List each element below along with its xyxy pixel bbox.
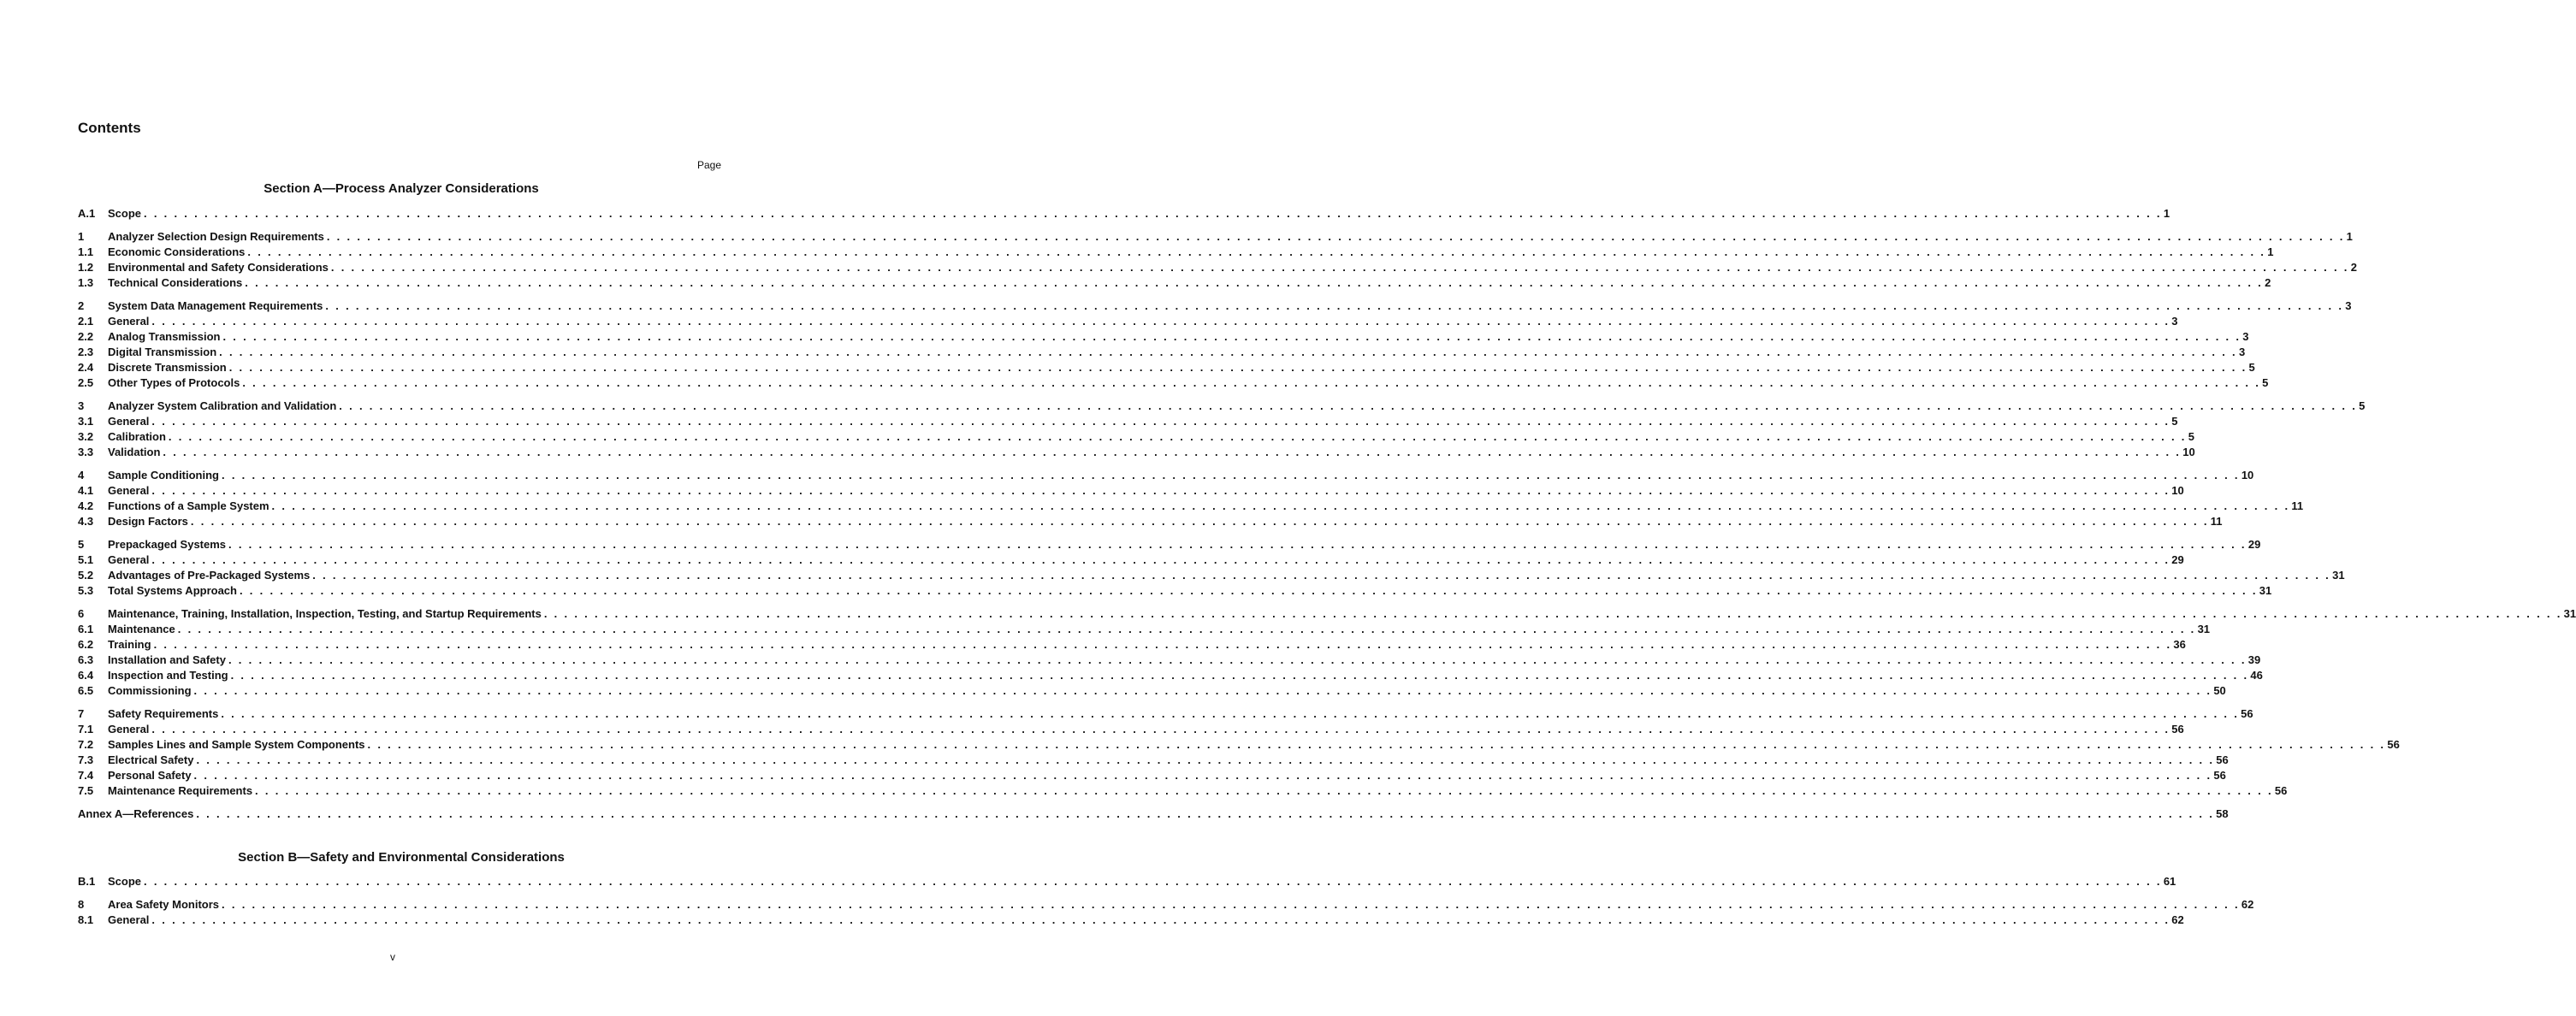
toc-leader-dots: . . . . . . . . . . . . . . . . . . . . . . . . . . . . . . . . . . . . . . . . . . . . . . . . . . . . . . . . . . . . . . . . . . . . . . . . . . . . . . . . . . . . . . . . . . . . . . . . . . . . . . . . . . . . . . . . . . . . . . . . . . . . . . . . . . . . . . . . . . . . . . . . . . . . . . . . . . . . . . . . . . . . . . . . . . . . . . . . . . . . . . . . . . . . . . . . . . . . . . . . (245, 276, 2264, 289)
toc-entry-number: A.1 (78, 207, 96, 220)
toc-entry-page: 3 (2238, 346, 2246, 358)
toc-entry-page: 10 (2182, 446, 2195, 458)
toc-entry-number: 2.2 (78, 330, 94, 343)
toc-entry[interactable] (78, 737, 2400, 753)
toc-entry[interactable] (78, 206, 2170, 222)
toc-entry-page: 31 (2259, 584, 2272, 597)
toc-entry[interactable] (78, 445, 2195, 460)
toc-entry-number: 6 (78, 607, 85, 620)
toc-entry[interactable] (78, 537, 2261, 552)
toc-leader-dots: . . . . . . . . . . . . . . . . . . . . . . . . . . . . . . . . . . . . . . . . . . . . . . . . . . . . . . . . . . . . . . . . . . . . . . . . . . . . . . . . . . . . . . . . . . . . . . . . . . . . . . . . . . . . . . . . . . . . . . . . . . . . . . . . . . . . . . . . . . . . . . . . . . . . . . . . . . . . . . . . . . . . . . . . . . . . . . . . . . . . . . . . . . . . . . . . . . . . . . . . (239, 584, 2258, 597)
toc-entry-title: System Data Management Requirements (108, 299, 323, 312)
toc-leader-dots: . . . . . . . . . . . . . . . . . . . . . . . . . . . . . . . . . . . . . . . . . . . . . . . . . . . . . . . . . . . . . . . . . . . . . . . . . . . . . . . . . . . . . . . . . . . . . . . . . . . . . . . . . . . . . . . . . . . . . . . . . . . . . . . . . . . . . . . . . . . . . . . . . . . . . . . . . . . . . . . . . . . . . . . . . . . . . . . . . . . . . . . . . . . . . . . . . . . . . . . . (163, 446, 2182, 458)
toc-entry-title: General (108, 553, 150, 566)
toc-entry-title: General (108, 484, 150, 497)
toc-leader-dots: . . . . . . . . . . . . . . . . . . . . . . . . . . . . . . . . . . . . . . . . . . . . . . . . . . . . . . . . . . . . . . . . . . . . . . . . . . . . . . . . . . . . . . . . . . . . . . . . . . . . . . . . . . . . . . . . . . . . . . . . . . . . . . . . . . . . . . . . . . . . . . . . . . . . . . . . . . . . . . . . . . . . . . . . . . . . . . . . . . . . . . . . . . . . . . . . . . . . . . . . (228, 653, 2247, 666)
toc-leader-dots: . . . . . . . . . . . . . . . . . . . . . . . . . . . . . . . . . . . . . . . . . . . . . . . . . . . . . . . . . . . . . . . . . . . . . . . . . . . . . . . . . . . . . . . . . . . . . . . . . . . . . . . . . . . . . . . . . . . . . . . . . . . . . . . . . . . . . . . . . . . . . . . . . . . . . . . . . . . . . . . . . . . . . . . . . . . . . . . . . . . . . . . . . . . . . . . . . . . . . . . . (222, 469, 2240, 481)
toc-entry[interactable] (78, 683, 2226, 699)
toc-entry[interactable] (78, 360, 2255, 375)
toc-entry-number: 5.3 (78, 584, 94, 597)
section-b-toc (78, 874, 2254, 928)
toc-entry[interactable] (78, 414, 2178, 429)
toc-entry[interactable] (78, 514, 2223, 529)
toc-entry-number: 6.5 (78, 684, 94, 697)
toc-entry[interactable] (78, 468, 2254, 483)
toc-entry-number: 1.1 (78, 245, 94, 258)
toc-entry[interactable] (78, 229, 2353, 245)
toc-entry-title: Installation and Safety (108, 653, 226, 666)
toc-entry-page: 1 (2163, 207, 2170, 220)
toc-leader-dots: . . . . . . . . . . . . . . . . . . . . . . . . . . . . . . . . . . . . . . . . . . . . . . . . . . . . . . . . . . . . . . . . . . . . . . . . . . . . . . . . . . . . . . . . . . . . . . . . . . . . . . . . . . . . . . . . . . . . . . . . . . . . . . . . . . . . . . . . . . . . . . . . . . . . . . . . . . . . . . . . . . . . . . . . . . . . . . . . . . . . . . . . . . . . . . . . . . . . . . . . (330, 261, 2349, 274)
toc-entry-page: 31 (2197, 623, 2211, 635)
toc-entry-page: 62 (2241, 898, 2254, 911)
toc-entry-page: 56 (2387, 738, 2400, 751)
section-a-toc (78, 206, 2576, 822)
toc-entry-title: Functions of a Sample System (108, 499, 269, 512)
toc-entry-number: 1.3 (78, 276, 94, 289)
toc-leader-dots: . . . . . . . . . . . . . . . . . . . . . . . . . . . . . . . . . . . . . . . . . . . . . . . . . . . . . . . . . . . . . . . . . . . . . . . . . . . . . . . . . . . . . . . . . . . . . . . . . . . . . . . . . . . . . . . . . . . . . . . . . . . . . . . . . . . . . . . . . . . . . . . . . . . . . . . . . . . . . . . . . . . . . . . . . . . . . . . . . . . . . . . . . . . . . . . . . . . . . . . . (151, 553, 2170, 566)
toc-entry[interactable] (78, 668, 2263, 683)
toc-entry-number: 6.3 (78, 653, 94, 666)
toc-entry-page: 56 (2274, 784, 2288, 797)
toc-entry[interactable] (78, 329, 2249, 345)
toc-entry-page: 5 (2248, 361, 2255, 374)
toc-entry-title: General (108, 415, 150, 428)
toc-entry-title: Total Systems Approach (108, 584, 237, 597)
toc-entry-number: 2.5 (78, 376, 94, 389)
toc-entry-title: Inspection and Testing (108, 669, 228, 682)
toc-entry[interactable] (78, 722, 2184, 737)
toc-entry-title: Analyzer Selection Design Requirements (108, 230, 324, 243)
toc-entry-title: Scope (108, 875, 142, 888)
toc-entry-title: Calibration (108, 430, 166, 443)
toc-entry-title: Environmental and Safety Considerations (108, 261, 329, 274)
toc-entry[interactable] (78, 298, 2352, 314)
toc-entry-page: 36 (2173, 638, 2186, 651)
toc-entry-number: 2.3 (78, 346, 94, 358)
toc-leader-dots: . . . . . . . . . . . . . . . . . . . . . . . . . . . . . . . . . . . . . . . . . . . . . . . . . . . . . . . . . . . . . . . . . . . . . . . . . . . . . . . . . . . . . . . . . . . . . . . . . . . . . . . . . . . . . . . . . . . . . . . . . . . . . . . . . . . . . . . . . . . . . . . . . . . . . . . . . . . . . . . . . . . . . . . . . . . . . . . . . . . . . . . . . . . . . . . . . . . . . . . . (177, 623, 2196, 635)
toc-leader-dots: . . . . . . . . . . . . . . . . . . . . . . . . . . . . . . . . . . . . . . . . . . . . . . . . . . . . . . . . . . . . . . . . . . . . . . . . . . . . . . . . . . . . . . . . . . . . . . . . . . . . . . . . . . . . . . . . . . . . . . . . . . . . . . . . . . . . . . . . . . . . . . . . . . . . . . . . . . . . . . . . . . . . . . . . . . . . . . . . . . . . . . . . . . . . . . . . . . . . . . . . (196, 807, 2215, 820)
toc-entry-number: 1.2 (78, 261, 94, 274)
toc-entry-title: Maintenance Requirements (108, 784, 253, 797)
toc-entry-number: 7.5 (78, 784, 94, 797)
toc-entry[interactable] (78, 314, 2178, 329)
toc-entry-title: Other Types of Protocols (108, 376, 240, 389)
toc-entry[interactable] (78, 706, 2253, 722)
toc-leader-dots: . . . . . . . . . . . . . . . . . . . . . . . . . . . . . . . . . . . . . . . . . . . . . . . . . . . . . . . . . . . . . . . . . . . . . . . . . . . . . . . . . . . . . . . . . . . . . . . . . . . . . . . . . . . . . . . . . . . . . . . . . . . . . . . . . . . . . . . . . . . . . . . . . . . . . . . . . . . . . . . . . . . . . . . . . . . . . . . . . . . . . . . . . . . . . . . . . . . . . . . . (153, 638, 2172, 651)
toc-group (78, 298, 2352, 391)
toc-entry-page: 11 (2291, 499, 2304, 512)
toc-group (78, 206, 2170, 222)
toc-leader-dots: . . . . . . . . . . . . . . . . . . . . . . . . . . . . . . . . . . . . . . . . . . . . . . . . . . . . . . . . . . . . . . . . . . . . . . . . . . . . . . . . . . . . . . . . . . . . . . . . . . . . . . . . . . . . . . . . . . . . . . . . . . . . . . . . . . . . . . . . . . . . . . . . . . . . . . . . . . . . . . . . . . . . . . . . . . . . . . . . . . . . . . . . . . . . . . . . . . . . . . . . (228, 361, 2247, 374)
toc-leader-dots: . . . . . . . . . . . . . . . . . . . . . . . . . . . . . . . . . . . . . . . . . . . . . . . . . . . . . . . . . . . . . . . . . . . . . . . . . . . . . . . . . . . . . . . . . . . . . . . . . . . . . . . . . . . . . . . . . . . . . . . . . . . . . . . . . . . . . . . . . . . . . . . . . . . . . . . . . . . . . . . . . . . . . . . . . . . . . . . . . . . . . . . . . . . . . . . . . . . . . . . . (190, 515, 2209, 528)
toc-entry-number: 3.1 (78, 415, 94, 428)
toc-leader-dots: . . . . . . . . . . . . . . . . . . . . . . . . . . . . . . . . . . . . . . . . . . . . . . . . . . . . . . . . . . . . . . . . . . . . . . . . . . . . . . . . . . . . . . . . . . . . . . . . . . . . . . . . . . . . . . . . . . . . . . . . . . . . . . . . . . . . . . . . . . . . . . . . . . . . . . . . . . . . . . . . . . . . . . . . . . . . . . . . . . . . . . . . . . . . . . . . . . . . . . . . (339, 399, 2358, 412)
toc-entry-title: Validation (108, 446, 161, 458)
toc-entry[interactable] (78, 753, 2229, 768)
toc-entry-number: 7 (78, 707, 85, 720)
toc-entry[interactable] (78, 637, 2186, 653)
toc-entry-number: 1 (78, 230, 85, 243)
toc-entry[interactable] (78, 653, 2261, 668)
toc-entry[interactable] (78, 874, 2176, 889)
toc-entry-title: Samples Lines and Sample System Components (108, 738, 365, 751)
toc-entry-page: 50 (2213, 684, 2226, 697)
toc-entry-number: 6.2 (78, 638, 94, 651)
toc-entry-page: 5 (2188, 430, 2194, 443)
toc-entry-title: Electrical Safety (108, 753, 194, 766)
toc-entry[interactable] (78, 375, 2269, 391)
toc-entry-number: 2.4 (78, 361, 94, 374)
toc-entry[interactable] (78, 913, 2184, 928)
toc-entry-title: Technical Considerations (108, 276, 243, 289)
section-a-title: Section A—Process Analyzer Considerations (264, 181, 539, 196)
toc-leader-dots: . . . . . . . . . . . . . . . . . . . . . . . . . . . . . . . . . . . . . . . . . . . . . . . . . . . . . . . . . . . . . . . . . . . . . . . . . . . . . . . . . . . . . . . . . . . . . . . . . . . . . . . . . . . . . . . . . . . . . . . . . . . . . . . . . . . . . . . . . . . . . . . . . . . . . . . . . . . . . . . . . . . . . . . . . . . . . . . . . . . . . . . . . . . . . . . . . . . . . . . . (219, 346, 2237, 358)
toc-entry-title: General (108, 723, 150, 735)
toc-leader-dots: . . . . . . . . . . . . . . . . . . . . . . . . . . . . . . . . . . . . . . . . . . . . . . . . . . . . . . . . . . . . . . . . . . . . . . . . . . . . . . . . . . . . . . . . . . . . . . . . . . . . . . . . . . . . . . . . . . . . . . . . . . . . . . . . . . . . . . . . . . . . . . . . . . . . . . . . . . . . . . . . . . . . . . . . . . . . . . . . . . . . . . . . . . . . . . . . . . . . . . . . (222, 898, 2240, 911)
toc-entry-title: Design Factors (108, 515, 188, 528)
toc-entry-page: 5 (2262, 376, 2269, 389)
toc-entry-page: 3 (2242, 330, 2249, 343)
toc-entry-page: 56 (2213, 769, 2226, 782)
toc-entry-page: 56 (2241, 707, 2253, 720)
toc-entry-page: 46 (2250, 669, 2263, 682)
toc-group (78, 874, 2176, 889)
toc-leader-dots: . . . . . . . . . . . . . . . . . . . . . . . . . . . . . . . . . . . . . . . . . . . . . . . . . . . . . . . . . . . . . . . . . . . . . . . . . . . . . . . . . . . . . . . . . . . . . . . . . . . . . . . . . . . . . . . . . . . . . . . . . . . . . . . . . . . . . . . . . . . . . . . . . . . . . . . . . . . . . . . . . . . . . . . . . . . . . . . . . . . . . . . . . . . . . . . . . . . . . . . . (228, 538, 2247, 551)
toc-entry-page: 10 (2171, 484, 2184, 497)
toc-entry-page: 11 (2210, 515, 2223, 528)
toc-entry[interactable] (78, 275, 2271, 291)
toc-entry-page: 5 (2171, 415, 2178, 428)
toc-entry[interactable] (78, 552, 2184, 568)
toc-entry[interactable] (78, 260, 2357, 275)
toc-entry-page: 2 (2350, 261, 2357, 274)
toc-entry-title: Area Safety Monitors (108, 898, 220, 911)
toc-leader-dots: . . . . . . . . . . . . . . . . . . . . . . . . . . . . . . . . . . . . . . . . . . . . . . . . . . . . . . . . . . . . . . . . . . . . . . . . . . . . . . . . . . . . . . . . . . . . . . . . . . . . . . . . . . . . . . . . . . . . . . . . . . . . . . . . . . . . . . . . . . . . . . . . . . . . . . . . . . . . . . . . . . . . . . . . . . . . . . . . . . . . . . . . . . . . . . . . . . . . . . . . (151, 913, 2170, 926)
toc-leader-dots: . . . . . . . . . . . . . . . . . . . . . . . . . . . . . . . . . . . . . . . . . . . . . . . . . . . . . . . . . . . . . . . . . . . . . . . . . . . . . . . . . . . . . . . . . . . . . . . . . . . . . . . . . . . . . . . . . . . . . . . . . . . . . . . . . . . . . . . . . . . . . . . . . . . . . . . . . . . . . . . . . . . . . . . . . . . . . . . . . . . . . . . . . . . . . . . . . . . . . . . . (325, 299, 2344, 312)
toc-leader-dots: . . . . . . . . . . . . . . . . . . . . . . . . . . . . . . . . . . . . . . . . . . . . . . . . . . . . . . . . . . . . . . . . . . . . . . . . . . . . . . . . . . . . . . . . . . . . . . . . . . . . . . . . . . . . . . . . . . . . . . . . . . . . . . . . . . . . . . . . . . . . . . . . . . . . . . . . . . . . . . . . . . . . . . . . . . . . . . . . . . . . . . . . . . . . . . . . . . . . . . . . (144, 207, 2162, 220)
toc-entry-title: Sample Conditioning (108, 469, 219, 481)
toc-entry-number: 8 (78, 898, 85, 911)
toc-entry[interactable] (78, 399, 2366, 414)
toc-group (78, 468, 2304, 529)
toc-group (78, 897, 2254, 928)
toc-entry-number: 2.1 (78, 315, 94, 328)
toc-leader-dots: . . . . . . . . . . . . . . . . . . . . . . . . . . . . . . . . . . . . . . . . . . . . . . . . . . . . . . . . . . . . . . . . . . . . . . . . . . . . . . . . . . . . . . . . . . . . . . . . . . . . . . . . . . . . . . . . . . . . . . . . . . . . . . . . . . . . . . . . . . . . . . . . . . . . . . . . . . . . . . . . . . . . . . . . . . . . . . . . . . . . . . . . . . . . . . . . . . . . . . . . (326, 230, 2345, 243)
toc-entry[interactable] (78, 806, 2229, 822)
toc-entry-page: 1 (2346, 230, 2353, 243)
toc-leader-dots: . . . . . . . . . . . . . . . . . . . . . . . . . . . . . . . . . . . . . . . . . . . . . . . . . . . . . . . . . . . . . . . . . . . . . . . . . . . . . . . . . . . . . . . . . . . . . . . . . . . . . . . . . . . . . . . . . . . . . . . . . . . . . . . . . . . . . . . . . . . . . . . . . . . . . . . . . . . . . . . . . . . . . . . . . . . . . . . . . . . . . . . . . . . . . . . . . . . . . . . . (193, 684, 2212, 697)
toc-entry-title: Maintenance (108, 623, 175, 635)
toc-group (78, 399, 2366, 460)
toc-leader-dots: . . . . . . . . . . . . . . . . . . . . . . . . . . . . . . . . . . . . . . . . . . . . . . . . . . . . . . . . . . . . . . . . . . . . . . . . . . . . . . . . . . . . . . . . . . . . . . . . . . . . . . . . . . . . . . . . . . . . . . . . . . . . . . . . . . . . . . . . . . . . . . . . . . . . . . . . . . . . . . . . . . . . . . . . . . . . . . . . . . . . . . . . . . . . . . . . . . . . . . . . (312, 569, 2331, 582)
toc-entry-number: 3.3 (78, 446, 94, 458)
toc-entry-page: 56 (2171, 723, 2184, 735)
toc-entry-number: B.1 (78, 875, 96, 888)
toc-entry-page: 2 (2265, 276, 2271, 289)
toc-entry-number: 5 (78, 538, 85, 551)
toc-entry-number: 4.2 (78, 499, 94, 512)
toc-group (78, 537, 2345, 599)
section-b-title: Section B—Safety and Environmental Considerations (238, 850, 565, 865)
toc-entry-number: 3.2 (78, 430, 94, 443)
toc-leader-dots: . . . . . . . . . . . . . . . . . . . . . . . . . . . . . . . . . . . . . . . . . . . . . . . . . . . . . . . . . . . . . . . . . . . . . . . . . . . . . . . . . . . . . . . . . . . . . . . . . . . . . . . . . . . . . . . . . . . . . . . . . . . . . . . . . . . . . . . . . . . . . . . . . . . . . . . . . . . . . . . . . . . . . . . . . . . . . . . . . . . . . . . . . . . . . . . . . . . . . . . . (543, 607, 2562, 620)
toc-entry-page: 29 (2171, 553, 2184, 566)
toc-entry-page: 62 (2171, 913, 2184, 926)
toc-entry-title: Advantages of Pre-Packaged Systems (108, 569, 311, 582)
toc-leader-dots: . . . . . . . . . . . . . . . . . . . . . . . . . . . . . . . . . . . . . . . . . . . . . . . . . . . . . . . . . . . . . . . . . . . . . . . . . . . . . . . . . . . . . . . . . . . . . . . . . . . . . . . . . . . . . . . . . . . . . . . . . . . . . . . . . . . . . . . . . . . . . . . . . . . . . . . . . . . . . . . . . . . . . . . . . . . . . . . . . . . . . . . . . . . . . . . . . . . . . . . . (255, 784, 2273, 797)
toc-entry-title: Maintenance, Training, Installation, Inspection, Testing, and Startup Requirements (108, 607, 542, 620)
toc-entry-title: Training (108, 638, 151, 651)
toc-entry[interactable] (78, 499, 2304, 514)
toc-entry-page: 29 (2247, 538, 2261, 551)
toc-entry-page: 31 (2332, 569, 2345, 582)
toc-leader-dots: . . . . . . . . . . . . . . . . . . . . . . . . . . . . . . . . . . . . . . . . . . . . . . . . . . . . . . . . . . . . . . . . . . . . . . . . . . . . . . . . . . . . . . . . . . . . . . . . . . . . . . . . . . . . . . . . . . . . . . . . . . . . . . . . . . . . . . . . . . . . . . . . . . . . . . . . . . . . . . . . . . . . . . . . . . . . . . . . . . . . . . . . . . . . . . . . . . . . . . . . (151, 415, 2170, 428)
page-column-label: Page (696, 159, 721, 171)
toc-entry-page: 56 (2216, 753, 2229, 766)
toc-leader-dots: . . . . . . . . . . . . . . . . . . . . . . . . . . . . . . . . . . . . . . . . . . . . . . . . . . . . . . . . . . . . . . . . . . . . . . . . . . . . . . . . . . . . . . . . . . . . . . . . . . . . . . . . . . . . . . . . . . . . . . . . . . . . . . . . . . . . . . . . . . . . . . . . . . . . . . . . . . . . . . . . . . . . . . . . . . . . . . . . . . . . . . . . . . . . . . . . . . . . . . . . (144, 875, 2162, 888)
toc-entry[interactable] (78, 483, 2184, 499)
toc-entry-title: Scope (108, 207, 142, 220)
toc-entry[interactable] (78, 583, 2272, 599)
toc-entry[interactable] (78, 622, 2211, 637)
toc-entry-title: Safety Requirements (108, 707, 219, 720)
toc-entry-number: 4 (78, 469, 85, 481)
toc-entry-number: 5.1 (78, 553, 94, 566)
toc-leader-dots: . . . . . . . . . . . . . . . . . . . . . . . . . . . . . . . . . . . . . . . . . . . . . . . . . . . . . . . . . . . . . . . . . . . . . . . . . . . . . . . . . . . . . . . . . . . . . . . . . . . . . . . . . . . . . . . . . . . . . . . . . . . . . . . . . . . . . . . . . . . . . . . . . . . . . . . . . . . . . . . . . . . . . . . . . . . . . . . . . . . . . . . . . . . . . . . . . . . . . . . . (367, 738, 2386, 751)
toc-entry-number: 3 (78, 399, 85, 412)
toc-group (78, 706, 2400, 799)
toc-entry-number: 7.1 (78, 723, 94, 735)
toc-leader-dots: . . . . . . . . . . . . . . . . . . . . . . . . . . . . . . . . . . . . . . . . . . . . . . . . . . . . . . . . . . . . . . . . . . . . . . . . . . . . . . . . . . . . . . . . . . . . . . . . . . . . . . . . . . . . . . . . . . . . . . . . . . . . . . . . . . . . . . . . . . . . . . . . . . . . . . . . . . . . . . . . . . . . . . . . . . . . . . . . . . . . . . . . . . . . . . . . . . . . . . . . (196, 753, 2215, 766)
toc-entry-number: 7.3 (78, 753, 94, 766)
toc-entry-page: 5 (2359, 399, 2366, 412)
toc-entry-title: Digital Transmission (108, 346, 217, 358)
toc-leader-dots: . . . . . . . . . . . . . . . . . . . . . . . . . . . . . . . . . . . . . . . . . . . . . . . . . . . . . . . . . . . . . . . . . . . . . . . . . . . . . . . . . . . . . . . . . . . . . . . . . . . . . . . . . . . . . . . . . . . . . . . . . . . . . . . . . . . . . . . . . . . . . . . . . . . . . . . . . . . . . . . . . . . . . . . . . . . . . . . . . . . . . . . . . . . . . . . . . . . . . . . . (230, 669, 2249, 682)
toc-leader-dots: . . . . . . . . . . . . . . . . . . . . . . . . . . . . . . . . . . . . . . . . . . . . . . . . . . . . . . . . . . . . . . . . . . . . . . . . . . . . . . . . . . . . . . . . . . . . . . . . . . . . . . . . . . . . . . . . . . . . . . . . . . . . . . . . . . . . . . . . . . . . . . . . . . . . . . . . . . . . . . . . . . . . . . . . . . . . . . . . . . . . . . . . . . . . . . . . . . . . . . . . (247, 245, 2266, 258)
toc-entry-page: 3 (2171, 315, 2178, 328)
toc-entry[interactable] (78, 245, 2274, 260)
toc-entry-title: Analog Transmission (108, 330, 221, 343)
toc-entry[interactable] (78, 897, 2254, 913)
toc-leader-dots: . . . . . . . . . . . . . . . . . . . . . . . . . . . . . . . . . . . . . . . . . . . . . . . . . . . . . . . . . . . . . . . . . . . . . . . . . . . . . . . . . . . . . . . . . . . . . . . . . . . . . . . . . . . . . . . . . . . . . . . . . . . . . . . . . . . . . . . . . . . . . . . . . . . . . . . . . . . . . . . . . . . . . . . . . . . . . . . . . . . . . . . . . . . . . . . . . . . . . . . . (151, 484, 2170, 497)
toc-entry-title: General (108, 315, 150, 328)
toc-entry-number: 2 (78, 299, 85, 312)
toc-leader-dots: . . . . . . . . . . . . . . . . . . . . . . . . . . . . . . . . . . . . . . . . . . . . . . . . . . . . . . . . . . . . . . . . . . . . . . . . . . . . . . . . . . . . . . . . . . . . . . . . . . . . . . . . . . . . . . . . . . . . . . . . . . . . . . . . . . . . . . . . . . . . . . . . . . . . . . . . . . . . . . . . . . . . . . . . . . . . . . . . . . . . . . . . . . . . . . . . . . . . . . . . (193, 769, 2212, 782)
toc-entry[interactable] (78, 568, 2345, 583)
toc-leader-dots: . . . . . . . . . . . . . . . . . . . . . . . . . . . . . . . . . . . . . . . . . . . . . . . . . . . . . . . . . . . . . . . . . . . . . . . . . . . . . . . . . . . . . . . . . . . . . . . . . . . . . . . . . . . . . . . . . . . . . . . . . . . . . . . . . . . . . . . . . . . . . . . . . . . . . . . . . . . . . . . . . . . . . . . . . . . . . . . . . . . . . . . . . . . . . . . . . . . . . . . . (271, 499, 2290, 512)
toc-entry-page: 10 (2241, 469, 2254, 481)
toc-entry-number: 4.3 (78, 515, 94, 528)
toc-leader-dots: . . . . . . . . . . . . . . . . . . . . . . . . . . . . . . . . . . . . . . . . . . . . . . . . . . . . . . . . . . . . . . . . . . . . . . . . . . . . . . . . . . . . . . . . . . . . . . . . . . . . . . . . . . . . . . . . . . . . . . . . . . . . . . . . . . . . . . . . . . . . . . . . . . . . . . . . . . . . . . . . . . . . . . . . . . . . . . . . . . . . . . . . . . . . . . . . . . . . . . . . (151, 723, 2170, 735)
toc-entry[interactable] (78, 783, 2288, 799)
toc-entry[interactable] (78, 429, 2194, 445)
toc-entry-number: 6.4 (78, 669, 94, 682)
toc-entry[interactable] (78, 768, 2226, 783)
toc-entry-number: 4.1 (78, 484, 94, 497)
toc-entry-number: 7.2 (78, 738, 94, 751)
page-title: Contents (78, 120, 141, 136)
toc-entry-page: 3 (2345, 299, 2352, 312)
toc-entry[interactable] (78, 606, 2576, 622)
toc-entry[interactable] (78, 345, 2246, 360)
toc-leader-dots: . . . . . . . . . . . . . . . . . . . . . . . . . . . . . . . . . . . . . . . . . . . . . . . . . . . . . . . . . . . . . . . . . . . . . . . . . . . . . . . . . . . . . . . . . . . . . . . . . . . . . . . . . . . . . . . . . . . . . . . . . . . . . . . . . . . . . . . . . . . . . . . . . . . . . . . . . . . . . . . . . . . . . . . . . . . . . . . . . . . . . . . . . . . . . . . . . . . . . . . . (221, 707, 2240, 720)
toc-entry-title: Annex A—References (78, 807, 194, 820)
toc-group (78, 806, 2229, 822)
toc-entry-page: 1 (2267, 245, 2274, 258)
toc-entry-number: 6.1 (78, 623, 94, 635)
toc-entry-page: 61 (2163, 875, 2176, 888)
toc-entry-number: 7.4 (78, 769, 94, 782)
toc-entry-page: 39 (2247, 653, 2261, 666)
toc-entry-page: 58 (2216, 807, 2229, 820)
toc-entry-title: Discrete Transmission (108, 361, 227, 374)
toc-entry-title: Analyzer System Calibration and Validation (108, 399, 337, 412)
toc-entry-number: 8.1 (78, 913, 94, 926)
toc-leader-dots: . . . . . . . . . . . . . . . . . . . . . . . . . . . . . . . . . . . . . . . . . . . . . . . . . . . . . . . . . . . . . . . . . . . . . . . . . . . . . . . . . . . . . . . . . . . . . . . . . . . . . . . . . . . . . . . . . . . . . . . . . . . . . . . . . . . . . . . . . . . . . . . . . . . . . . . . . . . . . . . . . . . . . . . . . . . . . . . . . . . . . . . . . . . . . . . . . . . . . . . . (168, 430, 2187, 443)
toc-group (78, 606, 2576, 699)
toc-entry-number: 5.2 (78, 569, 94, 582)
page-number: v (390, 951, 395, 963)
toc-leader-dots: . . . . . . . . . . . . . . . . . . . . . . . . . . . . . . . . . . . . . . . . . . . . . . . . . . . . . . . . . . . . . . . . . . . . . . . . . . . . . . . . . . . . . . . . . . . . . . . . . . . . . . . . . . . . . . . . . . . . . . . . . . . . . . . . . . . . . . . . . . . . . . . . . . . . . . . . . . . . . . . . . . . . . . . . . . . . . . . . . . . . . . . . . . . . . . . . . . . . . . . . (242, 376, 2261, 389)
toc-entry-title: Prepackaged Systems (108, 538, 227, 551)
toc-leader-dots: . . . . . . . . . . . . . . . . . . . . . . . . . . . . . . . . . . . . . . . . . . . . . . . . . . . . . . . . . . . . . . . . . . . . . . . . . . . . . . . . . . . . . . . . . . . . . . . . . . . . . . . . . . . . . . . . . . . . . . . . . . . . . . . . . . . . . . . . . . . . . . . . . . . . . . . . . . . . . . . . . . . . . . . . . . . . . . . . . . . . . . . . . . . . . . . . . . . . . . . . (151, 315, 2170, 328)
toc-entry-title: Commissioning (108, 684, 192, 697)
toc-entry-page: 31 (2563, 607, 2576, 620)
toc-group (78, 229, 2357, 291)
toc-entry-title: General (108, 913, 150, 926)
toc-entry-title: Personal Safety (108, 769, 192, 782)
toc-leader-dots: . . . . . . . . . . . . . . . . . . . . . . . . . . . . . . . . . . . . . . . . . . . . . . . . . . . . . . . . . . . . . . . . . . . . . . . . . . . . . . . . . . . . . . . . . . . . . . . . . . . . . . . . . . . . . . . . . . . . . . . . . . . . . . . . . . . . . . . . . . . . . . . . . . . . . . . . . . . . . . . . . . . . . . . . . . . . . . . . . . . . . . . . . . . . . . . . . . . . . . . . (222, 330, 2241, 343)
toc-entry-title: Economic Considerations (108, 245, 246, 258)
